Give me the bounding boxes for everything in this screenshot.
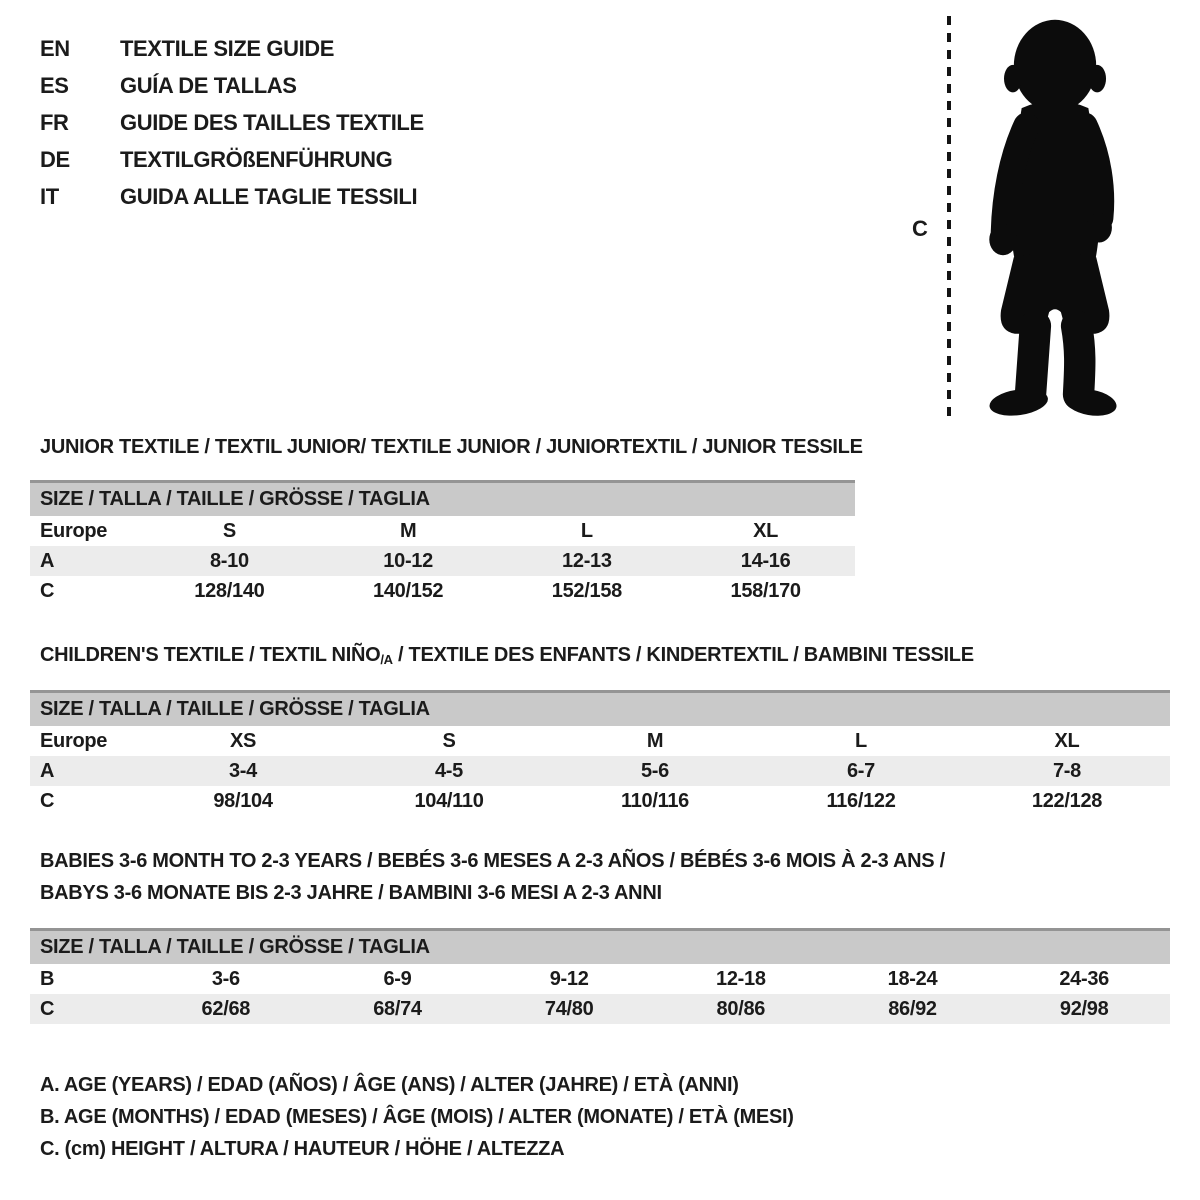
age-cell: 24-36 bbox=[1059, 967, 1109, 990]
age-cell: 12-18 bbox=[716, 967, 766, 990]
height-cell: 140/152 bbox=[373, 579, 444, 602]
height-cell: 128/140 bbox=[194, 579, 265, 602]
height-cell: 86/92 bbox=[888, 997, 937, 1020]
table-row bbox=[30, 964, 1170, 994]
height-cell: 152/158 bbox=[551, 579, 622, 602]
row-label: C bbox=[40, 579, 55, 602]
height-cell: 98/104 bbox=[213, 789, 273, 812]
lang-code-it: IT bbox=[40, 183, 59, 209]
table-row bbox=[30, 756, 1170, 786]
age-cell: 3-4 bbox=[228, 759, 257, 782]
height-cell: 122/128 bbox=[1031, 789, 1103, 812]
height-cell: 104/110 bbox=[414, 789, 484, 812]
children-title-sub: /A bbox=[380, 652, 393, 667]
size-cell: S bbox=[222, 519, 236, 542]
age-cell: 10-12 bbox=[383, 549, 433, 572]
children-title-post: / TEXTILE DES ENFANTS / KINDERTEXTIL / BAMBINI TESSILE bbox=[392, 644, 974, 666]
lang-label-en: TEXTILE SIZE GUIDE bbox=[120, 35, 335, 61]
table-row bbox=[30, 516, 855, 546]
children-section-title bbox=[40, 644, 974, 667]
age-cell: 14-16 bbox=[740, 549, 791, 572]
row-label: C bbox=[40, 789, 55, 812]
note-a: A. AGE (YEARS) / EDAD (AÑOS) / ÂGE (ANS) / ALTER (JAHRE) / ETÀ (ANNI) bbox=[40, 1074, 739, 1096]
age-cell: 7-8 bbox=[1052, 759, 1081, 782]
table-row bbox=[30, 726, 1170, 756]
size-cell: XL bbox=[1054, 729, 1080, 752]
lang-row-de bbox=[40, 141, 424, 178]
age-cell: 18-24 bbox=[887, 967, 938, 990]
lang-row-en bbox=[40, 30, 424, 67]
toddler-silhouette-icon bbox=[958, 10, 1153, 422]
junior-section-title: JUNIOR TEXTILE / TEXTIL JUNIOR/ TEXTILE JUNIOR / JUNIORTEXTIL / JUNIOR TESSILE bbox=[40, 436, 863, 458]
lang-code-en: EN bbox=[40, 35, 70, 61]
age-cell: 6-9 bbox=[383, 967, 412, 990]
lang-code-fr: FR bbox=[40, 109, 69, 135]
lang-row-fr bbox=[40, 104, 424, 141]
children-title-pre: CHILDREN'S TEXTILE / TEXTIL NIÑO bbox=[40, 644, 381, 666]
lang-row-es bbox=[40, 67, 424, 104]
age-cell: 4-5 bbox=[434, 759, 463, 782]
junior-size-table bbox=[30, 480, 855, 606]
height-cell: 74/80 bbox=[544, 997, 594, 1020]
height-cell: 68/74 bbox=[373, 997, 422, 1020]
row-label: A bbox=[40, 549, 55, 572]
height-cell: 62/68 bbox=[201, 997, 251, 1020]
language-title-block bbox=[40, 30, 424, 215]
children-table-header: SIZE / TALLA / TAILLE / GRÖSSE / TAGLIA bbox=[30, 690, 1170, 726]
lang-label-es: GUÍA DE TALLAS bbox=[120, 72, 297, 98]
size-cell: L bbox=[855, 729, 867, 752]
height-measure-label: C bbox=[912, 216, 928, 241]
babies-section-title-line2: BABYS 3-6 MONATE BIS 2-3 JAHRE / BAMBINI 3-6 MESI A 2-3 ANNI bbox=[40, 882, 662, 904]
table-row bbox=[30, 546, 855, 576]
lang-label-it: GUIDA ALLE TAGLIE TESSILI bbox=[120, 183, 418, 209]
junior-table-header: SIZE / TALLA / TAILLE / GRÖSSE / TAGLIA bbox=[30, 480, 855, 516]
children-size-table bbox=[30, 690, 1170, 816]
lang-row-it bbox=[40, 178, 424, 215]
row-label: A bbox=[40, 759, 55, 782]
size-cell: XS bbox=[229, 729, 257, 752]
lang-label-fr: GUIDE DES TAILLES TEXTILE bbox=[120, 109, 424, 135]
age-cell: 9-12 bbox=[549, 967, 589, 990]
size-cell: M bbox=[646, 729, 664, 752]
height-cell: 116/122 bbox=[826, 789, 896, 812]
height-cell: 158/170 bbox=[730, 579, 801, 602]
lang-code-es: ES bbox=[40, 72, 69, 98]
size-cell: L bbox=[580, 519, 593, 542]
age-cell: 5-6 bbox=[640, 759, 669, 782]
figure-area bbox=[900, 0, 1200, 440]
row-label: Europe bbox=[40, 519, 108, 542]
height-measure-line bbox=[947, 16, 951, 416]
age-cell: 3-6 bbox=[211, 967, 240, 990]
table-row bbox=[30, 576, 855, 606]
height-cell: 110/116 bbox=[621, 789, 689, 812]
row-label: Europe bbox=[40, 729, 108, 752]
row-label: B bbox=[40, 967, 55, 990]
row-label: C bbox=[40, 997, 55, 1020]
size-cell: XL bbox=[753, 519, 779, 542]
age-cell: 6-7 bbox=[846, 759, 875, 782]
table-row bbox=[30, 786, 1170, 816]
age-cell: 12-13 bbox=[562, 549, 612, 572]
table-row bbox=[30, 994, 1170, 1024]
size-cell: S bbox=[442, 729, 456, 752]
height-cell: 80/86 bbox=[716, 997, 766, 1020]
babies-size-table bbox=[30, 928, 1170, 1024]
size-cell: M bbox=[399, 519, 417, 542]
lang-label-de: TEXTILGRÖßENFÜHRUNG bbox=[120, 146, 393, 172]
note-b: B. AGE (MONTHS) / EDAD (MESES) / ÂGE (MOIS) / ALTER (MONATE) / ETÀ (MESI) bbox=[40, 1106, 794, 1128]
height-cell: 92/98 bbox=[1059, 997, 1109, 1020]
babies-table-header: SIZE / TALLA / TAILLE / GRÖSSE / TAGLIA bbox=[30, 928, 1170, 964]
age-cell: 8-10 bbox=[209, 549, 249, 572]
babies-section-title-line1: BABIES 3-6 MONTH TO 2-3 YEARS / BEBÉS 3-6 MESES A 2-3 AÑOS / BÉBÉS 3-6 MOIS À 2-3 ANS / bbox=[40, 850, 945, 872]
lang-code-de: DE bbox=[40, 146, 70, 172]
note-c: C. (cm) HEIGHT / ALTURA / HAUTEUR / HÖHE / ALTEZZA bbox=[40, 1138, 565, 1160]
